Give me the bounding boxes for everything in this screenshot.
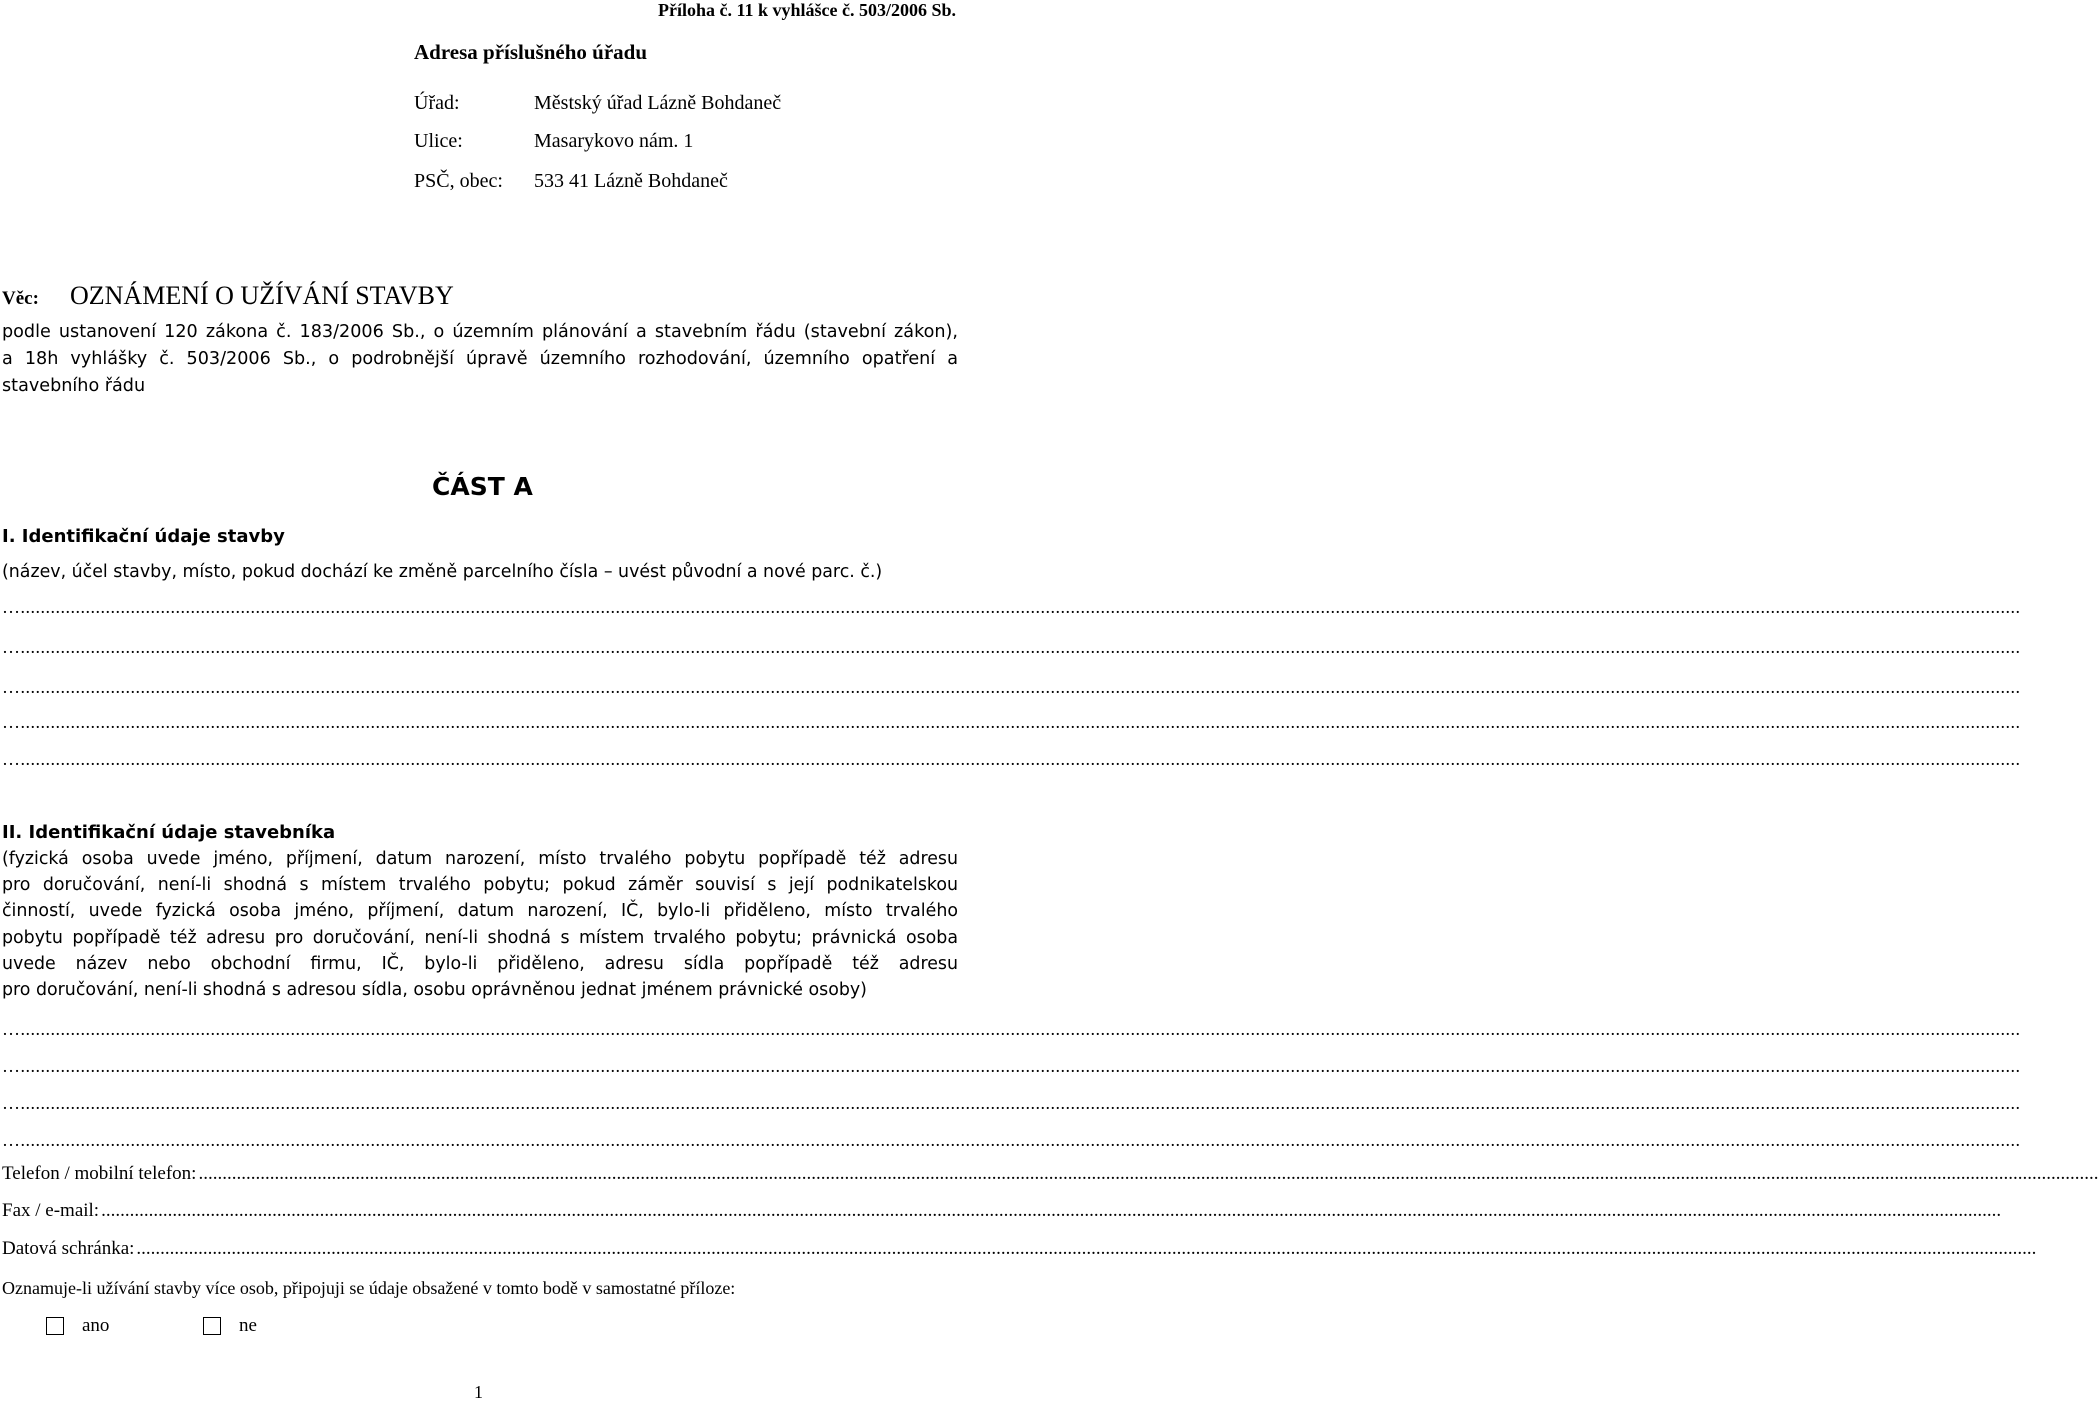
section-2-instructions (2, 846, 958, 1003)
phone-label: Telefon / mobilní telefon: (2, 1163, 197, 1184)
dotted-fill-line[interactable]: …................................................................................................................................................................................................................................................................................................................................................................................................................ (2, 1019, 2021, 1039)
legal-basis-line: a 18h vyhlášky č. 503/2006 Sb., o podrobnější úpravě územního rozhodování, územního opatření a (2, 349, 958, 369)
instruction-line: pro doručování, není-li shodná s adresou sídla, osobu oprávněnou jednat jménem právnické osoby) (2, 979, 867, 1000)
street-label: Ulice: (414, 130, 463, 152)
office-label: Úřad: (414, 92, 460, 114)
instruction-line: pro doručování, není-li shodná s místem trvalého pobytu; pokud záměr souvisí s její podnikatelskou (2, 875, 958, 896)
dotted-fill-line[interactable]: …................................................................................................................................................................................................................................................................................................................................................................................................................ (2, 712, 2021, 732)
section-1-title: I. Identifikační údaje stavby (2, 526, 285, 547)
part-a-heading: ČÁST A (432, 472, 533, 501)
page-number: 1 (474, 1382, 483, 1402)
multiple-persons-question: Oznamuje-li užívání stavby více osob, připojuji se údaje obsažené v tomto bodě v samostatné příloze: (2, 1278, 736, 1298)
document-title: OZNÁMENÍ O UŽÍVÁNÍ STAVBY (70, 281, 454, 310)
option-yes-label: ano (82, 1315, 110, 1336)
instruction-line: uvede název nebo obchodní firmu, IČ, bylo-li přiděleno, adresu sídla popřípadě též adresu (2, 953, 958, 974)
address-heading: Adresa příslušného úřadu (414, 40, 648, 64)
fax-email-fill-line[interactable]: ................................................................................................................................................................................................................................................................................................................................................................................................................ (101, 1200, 2002, 1221)
dotted-fill-line[interactable]: …................................................................................................................................................................................................................................................................................................................................................................................................................ (2, 1056, 2021, 1076)
dotted-fill-line[interactable]: …................................................................................................................................................................................................................................................................................................................................................................................................................ (2, 1130, 2021, 1150)
dotted-fill-line[interactable]: …................................................................................................................................................................................................................................................................................................................................................................................................................ (2, 1093, 2021, 1113)
postcode-city-value: 533 41 Lázně Bohdaneč (534, 170, 728, 192)
dotted-fill-line[interactable]: …................................................................................................................................................................................................................................................................................................................................................................................................................ (2, 597, 2021, 617)
phone-fill-line[interactable]: ................................................................................................................................................................................................................................................................................................................................................................................................................ (198, 1163, 2098, 1184)
fax-email-field[interactable] (2, 1200, 2002, 1224)
annex-reference: Příloha č. 11 k vyhlášce č. 503/2006 Sb. (657, 0, 956, 20)
section-2-title: II. Identifikační údaje stavebníka (2, 822, 336, 843)
databox-field[interactable] (2, 1238, 2037, 1262)
dotted-fill-line[interactable]: …................................................................................................................................................................................................................................................................................................................................................................................................................ (2, 749, 2021, 769)
dotted-fill-line[interactable]: …................................................................................................................................................................................................................................................................................................................................................................................................................ (2, 677, 2021, 697)
subject-label: Věc: (2, 288, 39, 309)
legal-basis (2, 319, 958, 400)
section-1-instructions: (název, účel stavby, místo, pokud dochází ke změně parcelního čísla – uvést původní a nové parc. č.) (2, 562, 883, 582)
databox-label: Datová schránka: (2, 1238, 135, 1259)
dotted-fill-line[interactable]: …................................................................................................................................................................................................................................................................................................................................................................................................................ (2, 637, 2021, 657)
checkbox-no[interactable] (203, 1317, 221, 1335)
checkbox-yes[interactable] (46, 1317, 64, 1335)
fax-email-label: Fax / e-mail: (2, 1200, 100, 1221)
instruction-line: pobytu popřípadě též adresu pro doručování, není-li shodná s místem trvalého pobytu; právnická osoba (2, 927, 958, 948)
postcode-city-label: PSČ, obec: (414, 170, 503, 192)
instruction-line: činností, uvede fyzická osoba jméno, příjmení, datum narození, IČ, bylo-li přiděleno, místo trvalého (2, 901, 958, 922)
street-value: Masarykovo nám. 1 (534, 130, 694, 152)
option-yes[interactable] (46, 1313, 109, 1339)
office-value: Městský úřad Lázně Bohdaneč (534, 92, 782, 114)
databox-fill-line[interactable]: ................................................................................................................................................................................................................................................................................................................................................................................................................ (136, 1238, 2037, 1259)
option-no[interactable] (203, 1313, 257, 1339)
phone-field[interactable] (2, 1163, 2098, 1187)
option-no-label: ne (239, 1315, 257, 1336)
legal-basis-line: stavebního řádu (2, 376, 146, 396)
instruction-line: (fyzická osoba uvede jméno, příjmení, datum narození, místo trvalého pobytu popřípadě též adresu (2, 849, 958, 869)
legal-basis-line: podle ustanovení 120 zákona č. 183/2006 Sb., o územním plánování a stavebním řádu (stavební zákon), (2, 322, 958, 342)
